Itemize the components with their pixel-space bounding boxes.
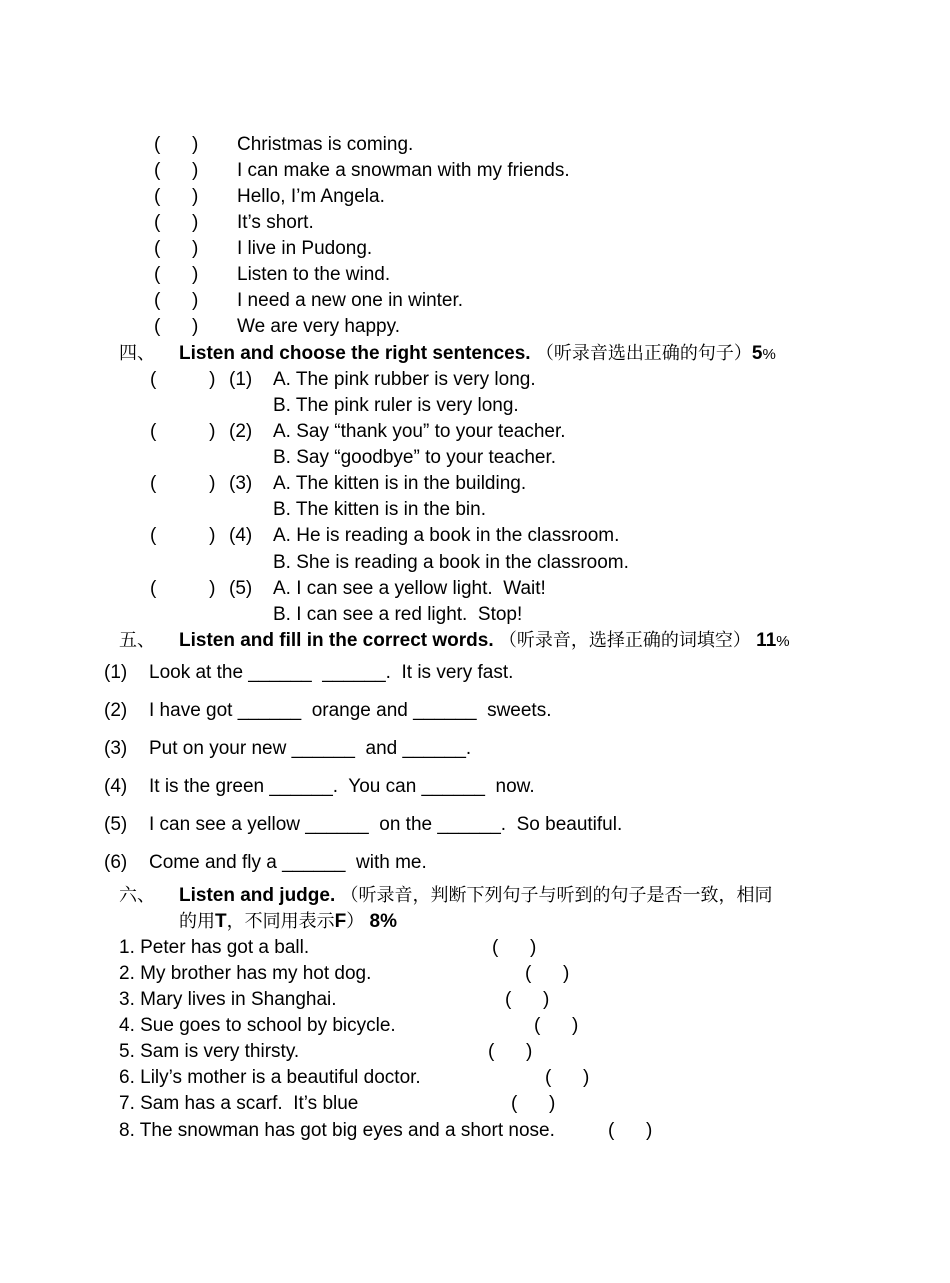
question-number: (3)	[104, 738, 128, 759]
option-b: B. The kitten is in the bin.	[273, 499, 486, 520]
answer-paren[interactable]: ( )	[525, 963, 570, 984]
option-a: A. The kitten is in the building.	[273, 473, 527, 494]
answer-paren[interactable]: ( )	[154, 134, 199, 155]
sentence-text: Hello, I’m Angela.	[237, 186, 385, 207]
answer-paren[interactable]: ( )	[545, 1067, 590, 1088]
fill-sentence[interactable]: I have got ______ orange and ______ sweets.	[149, 700, 552, 721]
section-heading	[179, 885, 773, 907]
question-number: (2)	[104, 700, 128, 721]
fill-sentence[interactable]: It is the green ______. You can ______ now.	[149, 776, 535, 797]
question-number: (3)	[229, 473, 253, 494]
question-number: (4)	[104, 776, 128, 797]
question-number: (2)	[229, 421, 253, 442]
answer-paren[interactable]: ( )	[150, 369, 216, 390]
judge-sentence: 8. The snowman has got big eyes and a short nose.	[119, 1120, 555, 1141]
judge-sentence: 5. Sam is very thirsty.	[119, 1041, 300, 1062]
judge-sentence: 3. Mary lives in Shanghai.	[119, 989, 337, 1010]
percent-sign: %	[776, 633, 790, 650]
question-number: (5)	[104, 814, 128, 835]
section-score: 8%	[369, 911, 397, 932]
section-heading	[179, 343, 776, 366]
judge-sentence: 2. My brother has my hot dog.	[119, 963, 372, 984]
percent-sign: %	[762, 346, 776, 363]
sentence-text: It’s short.	[237, 212, 314, 233]
option-b: B. She is reading a book in the classroom.	[273, 552, 629, 573]
answer-paren[interactable]: ( )	[488, 1041, 533, 1062]
section-instruction-line2	[179, 911, 397, 933]
instruction-false-mark: F	[334, 911, 347, 932]
section-title: Listen and fill in the correct words.	[179, 630, 494, 651]
answer-paren[interactable]: ( )	[505, 989, 550, 1010]
fill-sentence[interactable]: Look at the ______ ______. It is very fast.	[149, 662, 514, 683]
answer-paren[interactable]: ( )	[154, 238, 199, 259]
instruction-part: ）	[346, 911, 365, 932]
answer-paren[interactable]: ( )	[492, 937, 537, 958]
answer-paren[interactable]: ( )	[150, 473, 216, 494]
option-b: B. I can see a red light. Stop!	[273, 604, 523, 625]
judge-sentence: 4. Sue goes to school by bicycle.	[119, 1015, 396, 1036]
answer-paren[interactable]: ( )	[150, 421, 216, 442]
answer-paren[interactable]: ( )	[154, 186, 199, 207]
instruction-part: 的用	[179, 911, 215, 932]
section-score: 5	[751, 343, 763, 364]
answer-paren[interactable]: ( )	[534, 1015, 579, 1036]
fill-sentence[interactable]: Come and fly a ______ with me.	[149, 852, 427, 873]
answer-paren[interactable]: ( )	[608, 1120, 653, 1141]
sentence-text: We are very happy.	[237, 316, 400, 337]
answer-paren[interactable]: ( )	[154, 160, 199, 181]
section-title: Listen and judge.	[179, 885, 336, 906]
section-instruction-cn: （听录音，选择正确的词填空）	[498, 630, 751, 651]
answer-paren[interactable]: ( )	[511, 1093, 556, 1114]
section-title: Listen and choose the right sentences.	[179, 343, 531, 364]
instruction-part: ，不同用表示	[226, 911, 335, 932]
answer-paren[interactable]: ( )	[150, 525, 216, 546]
sentence-text: I can make a snowman with my friends.	[237, 160, 570, 181]
sentence-text: Listen to the wind.	[237, 264, 391, 285]
question-number: (5)	[229, 578, 253, 599]
sentence-text: I need a new one in winter.	[237, 290, 464, 311]
section-instruction-cn: （听录音选出正确的句子）	[535, 343, 752, 364]
section-number: 四、	[119, 343, 155, 364]
option-a: A. I can see a yellow light. Wait!	[273, 578, 546, 599]
section-heading	[179, 630, 790, 653]
option-b: B. Say “goodbye” to your teacher.	[273, 447, 557, 468]
option-b: B. The pink ruler is very long.	[273, 395, 519, 416]
judge-sentence: 7. Sam has a scarf. It’s blue	[119, 1093, 359, 1114]
sentence-text: I live in Pudong.	[237, 238, 373, 259]
option-a: A. Say “thank you” to your teacher.	[273, 421, 566, 442]
section-number: 五、	[119, 630, 155, 651]
question-number: (6)	[104, 852, 128, 873]
answer-paren[interactable]: ( )	[154, 212, 199, 233]
section-instruction-cn: （听录音，判断下列句子与听到的句子是否一致，相同	[340, 885, 773, 906]
judge-sentence: 6. Lily’s mother is a beautiful doctor.	[119, 1067, 421, 1088]
judge-sentence: 1. Peter has got a ball.	[119, 937, 310, 958]
section-score: 11	[756, 630, 777, 651]
sentence-text: Christmas is coming.	[237, 134, 414, 155]
fill-sentence[interactable]: Put on your new ______ and ______.	[149, 738, 472, 759]
option-a: A. The pink rubber is very long.	[273, 369, 536, 390]
section-number: 六、	[119, 885, 155, 906]
answer-paren[interactable]: ( )	[154, 264, 199, 285]
answer-paren[interactable]: ( )	[150, 578, 216, 599]
question-number: (1)	[104, 662, 128, 683]
fill-sentence[interactable]: I can see a yellow ______ on the ______. So beautiful.	[149, 814, 623, 835]
question-number: (1)	[229, 369, 253, 390]
answer-paren[interactable]: ( )	[154, 290, 199, 311]
option-a: A. He is reading a book in the classroom.	[273, 525, 620, 546]
question-number: (4)	[229, 525, 253, 546]
answer-paren[interactable]: ( )	[154, 316, 199, 337]
instruction-true-mark: T	[215, 911, 227, 932]
